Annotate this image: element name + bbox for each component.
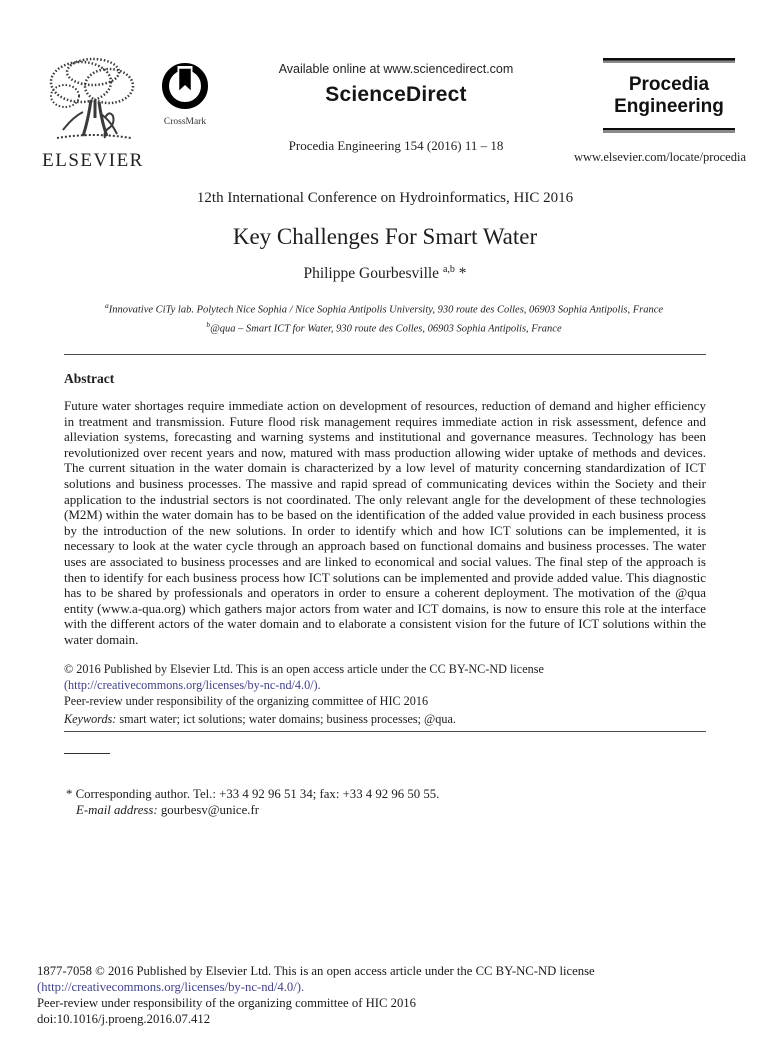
author-name: Philippe Gourbesville (303, 265, 440, 283)
crossmark-icon (161, 62, 209, 110)
corresponding-author-footnote (66, 786, 626, 818)
divider-above-abstract (64, 354, 706, 355)
journal-box-title (596, 63, 742, 128)
keywords-line (64, 712, 706, 727)
footnote-text: Corresponding author. Tel.: +33 4 92 96 51 34; fax: +33 4 92 96 50 55. (75, 787, 440, 801)
journal-homepage-link[interactable]: www.elsevier.com/locate/procedia (573, 150, 746, 164)
affiliation-a-sup: a (104, 301, 109, 310)
affiliation-a (40, 300, 728, 319)
header-center (226, 62, 566, 107)
available-online-link[interactable]: Available online at www.sciencedirect.com (278, 62, 514, 76)
journal-box-bottom-bar (603, 128, 735, 133)
elsevier-wordmark: ELSEVIER (42, 150, 144, 171)
conference-title: 12th International Conference on Hydroinformatics, HIC 2016 (196, 190, 574, 206)
license-url-link[interactable]: (http://creativecommons.org/licenses/by-nc-nd/4.0/). (64, 678, 321, 692)
affiliation-a-text: Innovative CiTy lab. Polytech Nice Sophia / Nice Sophia Antipolis University, 930 route des Colles, 06903 Sophia Antipolis, France (108, 304, 664, 316)
footer-issn-line: 1877-7058 © 2016 Published by Elsevier Ltd. This is an open access article under the CC BY-NC-ND license (37, 964, 595, 978)
elsevier-logo-block (38, 56, 148, 172)
keywords-label: Keywords: (64, 712, 117, 726)
footer-imprint-block (37, 963, 737, 1027)
elsevier-tree-icon (43, 56, 143, 148)
peer-review-line: Peer-review under responsibility of the organizing committee of HIC 2016 (64, 694, 429, 708)
sciencedirect-wordmark[interactable]: ScienceDirect (325, 83, 467, 106)
journal-box-title-line2: Engineering (614, 96, 724, 118)
corresponding-author-mark: * (458, 265, 467, 283)
abstract-body: Future water shortages require immediate action on development of resources, reduction of demand and higher efficiency in treatment and transmission. Future flood risk management requires immediate action in risk assessment, defence and alleviation systems, forecasting and warning systems and institutional and governance measures. Technology has been revolutionized over recent years and now, matured with mass production allowing wider uptake of methods and devices. The current situation in the water domain is characterized by a low level of maturity concerning standardization of ICT solutions and business processes. The massive and rapid spread of communicating devices within the Society and their application to the industrial sectors is not coordinated. The only relevant angle for the development of these technologies (M2M) within the water domain has to be based on the identification of the added value provided in each business process by the introduction of the new solutions. In order to identify which and how ICT solutions can be implemented, it is necessary to look at the water cycle through an approach based on functional domains and business processes. The water uses are associated to business processes and are linked to economical and social values. The final step of the approach is then to identify for each business process how ICT solutions can be implemented and provide added value. This diagnostic has to be shared by professionals and operators in order to ensure a coherent deployment. The motivation of the @qua entity (www.a-qua.org) which gathers major actors from water and ICT domains, is now to ensure this role at the interface with the different actors of the water domain and to elaborate a consistent vision for the future of ICT solutions within the water domain. (64, 398, 706, 647)
crossmark-label: CrossMark (163, 117, 207, 127)
author-affiliation-sup: a,b (442, 264, 455, 275)
copyright-line: © 2016 Published by Elsevier Ltd. This is an open access article under the CC BY-NC-ND license (64, 662, 544, 676)
journal-box-title-line1: Procedia (628, 74, 710, 95)
author-line (64, 264, 706, 283)
affiliation-b (40, 319, 728, 338)
affiliation-b-text: @qua – Smart ICT for Water, 930 route des Colles, 06903 Sophia Antipolis, France (210, 323, 562, 335)
affiliation-b-sup: b (206, 319, 211, 329)
journal-citation: Procedia Engineering 154 (2016) 11 – 18 (288, 138, 504, 153)
footnote-email-row (66, 802, 626, 818)
crossmark-badge[interactable] (150, 62, 220, 127)
footer-doi-line: doi:10.1016/j.proeng.2016.07.412 (37, 1012, 211, 1027)
keywords-text: smart water; ict solutions; water domains; business processes; @qua. (116, 712, 456, 726)
affiliations (40, 300, 728, 338)
journal-title-box (596, 58, 742, 133)
footnote-divider (64, 753, 110, 754)
email-link[interactable]: gourbesv@unice.fr (160, 803, 259, 817)
license-block (64, 661, 706, 709)
abstract-heading: Abstract (64, 371, 115, 386)
footnote-mark: * (66, 787, 76, 801)
footer-peer-review-line: Peer-review under responsibility of the organizing committee of HIC 2016 (37, 996, 416, 1011)
footer-license-url-link[interactable]: (http://creativecommons.org/licenses/by-nc-nd/4.0/). (37, 980, 305, 995)
email-label: E-mail address: (76, 803, 161, 817)
divider-below-keywords (64, 731, 706, 732)
paper-title: Key Challenges For Smart Water (232, 224, 538, 249)
footnote-line1 (66, 786, 626, 802)
